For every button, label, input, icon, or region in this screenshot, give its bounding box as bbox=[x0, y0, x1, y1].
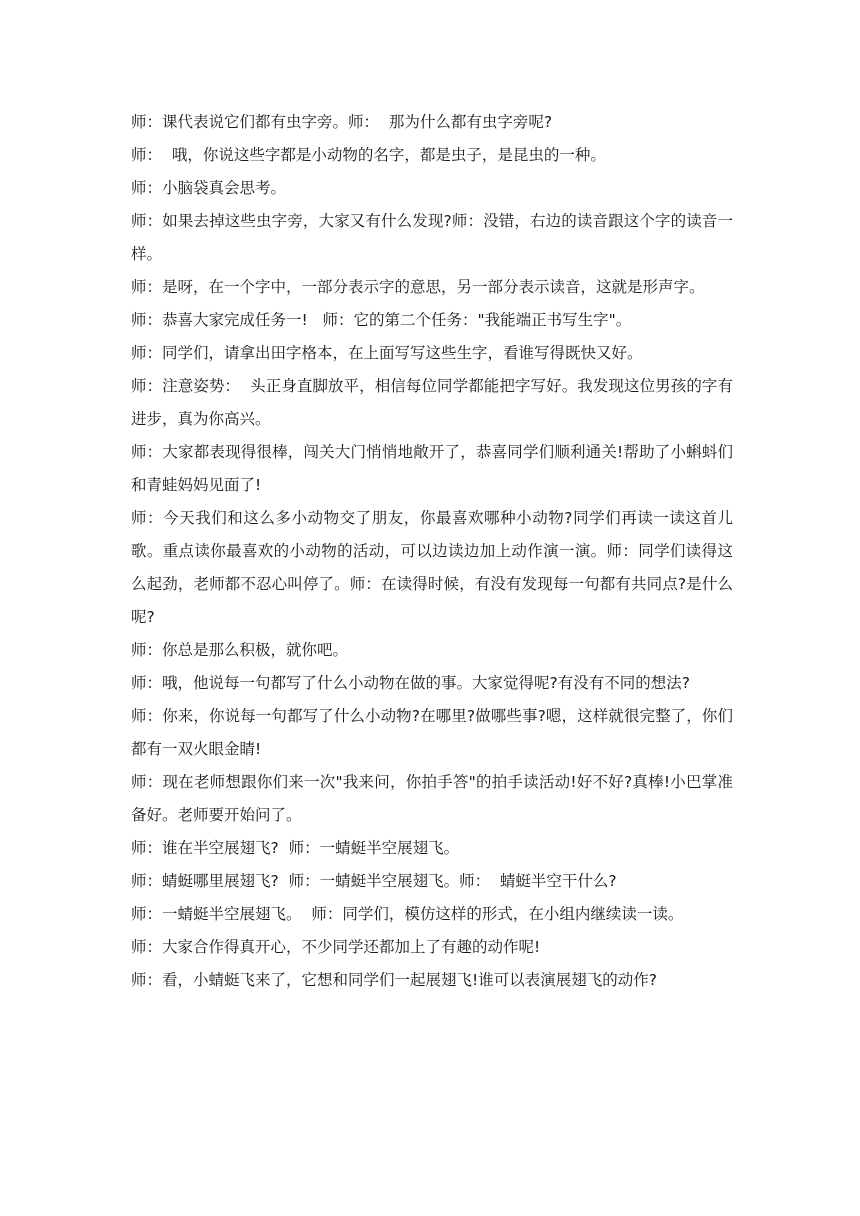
paragraph: 师：如果去掉这些虫字旁，大家又有什么发现?师：没错，右边的读音跟这个字的读音一样。 bbox=[131, 212, 733, 263]
paragraph: 师：你来，你说每一句都写了什么小动物?在哪里?做哪些事?嗯，这样就很完整了，你们都有一双火眼金睛! bbox=[131, 707, 733, 758]
paragraph: 师：一蜻蜓半空展翅飞。 师：同学们，模仿这样的形式，在小组内继续读一读。 bbox=[131, 905, 684, 923]
paragraph: 师： 哦，你说这些字都是小动物的名字，都是虫子，是昆虫的一种。 bbox=[131, 146, 606, 164]
paragraph: 师：蜻蜓哪里展翅飞? 师：一蜻蜓半空展翅飞。师： 蜻蜓半空干什么? bbox=[131, 872, 617, 890]
paragraph: 师：课代表说它们都有虫字旁。师： 那为什么都有虫字旁呢? bbox=[131, 113, 553, 131]
paragraph: 师：大家都表现得很棒，闯关大门悄悄地敞开了，恭喜同学们顺利通关!帮助了小蝌蚪们和青蛙妈妈见面了! bbox=[131, 443, 733, 494]
paragraph: 师：同学们，请拿出田字格本，在上面写写这些生字，看谁写得既快又好。 bbox=[131, 344, 643, 362]
paragraph: 师：是呀，在一个字中，一部分表示字的意思，另一部分表示读音，这就是形声字。 bbox=[131, 278, 705, 296]
paragraph: 师：小脑袋真会思考。 bbox=[131, 179, 287, 197]
paragraph: 师：看，小蜻蜓飞来了，它想和同学们一起展翅飞!谁可以表演展翅飞的动作? bbox=[131, 971, 657, 989]
paragraph: 师：谁在半空展翅飞? 师：一蜻蜓半空展翅飞。 bbox=[131, 839, 460, 857]
paragraph: 师：哦，他说每一句都写了什么小动物在做的事。大家觉得呢?有没有不同的想法? bbox=[131, 674, 690, 692]
paragraph: 师：现在老师想跟你们来一次"我来问，你拍手答"的拍手读活动!好不好?真棒!小巴掌准备好。老师要开始问了。 bbox=[131, 773, 733, 824]
paragraph: 师：恭喜大家完成任务一! 师：它的第二个任务："我能端正书写生字"。 bbox=[131, 311, 632, 329]
document-page bbox=[131, 106, 733, 997]
paragraph: 师：注意姿势： 头正身直脚放平，相信每位同学都能把字写好。我发现这位男孩的字有进步，真为你高兴。 bbox=[131, 377, 733, 428]
paragraph: 师：今天我们和这么多小动物交了朋友，你最喜欢哪种小动物?同学们再读一读这首儿歌。重点读你最喜欢的小动物的活动，可以边读边加上动作演一演。师：同学们读得这么起劲，老师都不忍心叫停了。师：在读得时候，有没有发现每一句都有共同点?是什么呢? bbox=[131, 509, 733, 626]
paragraph: 师：你总是那么积极，就你吧。 bbox=[131, 641, 349, 659]
paragraph: 师：大家合作得真开心，不少同学还都加上了有趣的动作呢! bbox=[131, 938, 541, 956]
